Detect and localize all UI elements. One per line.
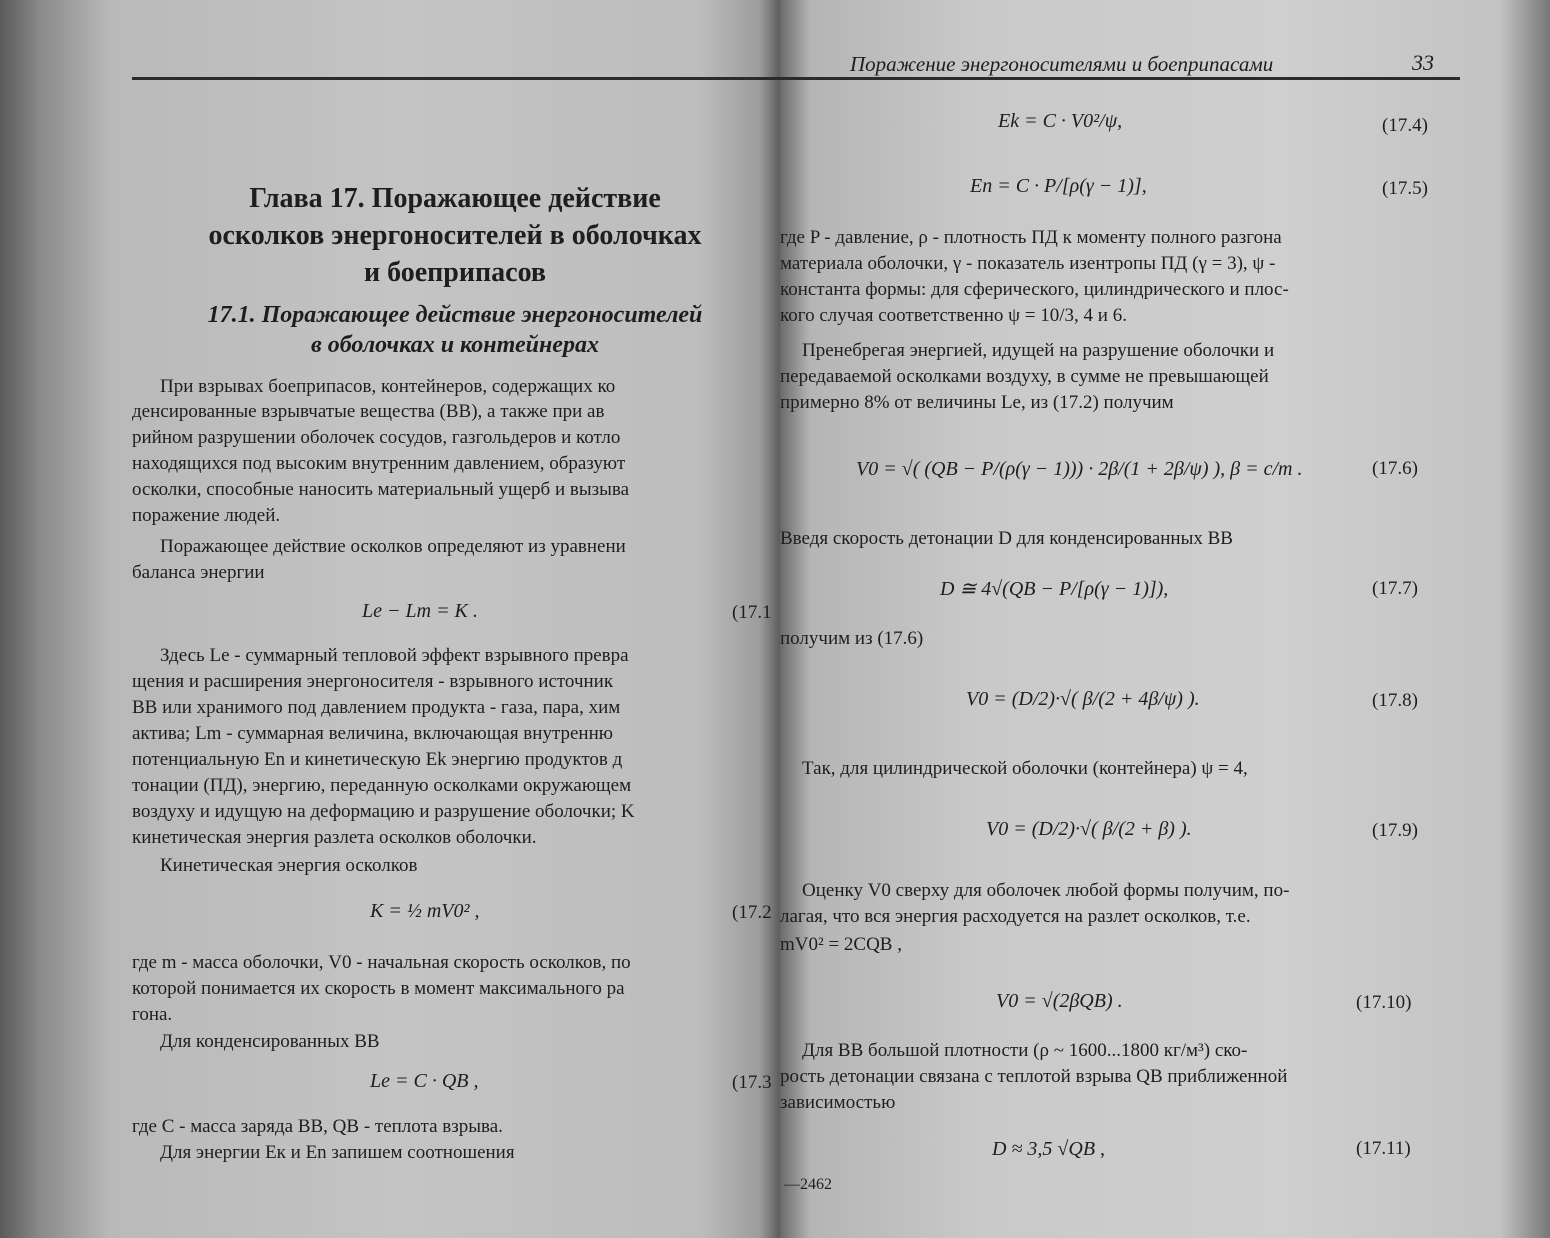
- header-rule: [132, 77, 780, 80]
- chapter-title-line-1: Глава 17. Поражающее действие: [249, 183, 661, 214]
- text-line: материала оболочки, γ - показатель изентропы ПД (γ = 3), ψ -: [780, 253, 1276, 274]
- right-page: [780, 0, 1550, 1238]
- chapter-title-line-3: и боеприпасов: [363, 257, 546, 288]
- equation-number: (17.2: [732, 902, 772, 923]
- text-line: которой понимается их скорость в момент максимального ра: [132, 978, 625, 999]
- equation-number: (17.8): [1372, 690, 1418, 711]
- equation-17-3: Le = C · QB ,: [370, 1070, 479, 1092]
- text-line: лагая, что вся энергия расходуется на разлет осколков, т.е.: [780, 906, 1251, 927]
- text-line: mV0² = 2CQB ,: [780, 934, 902, 955]
- text-line: гона.: [132, 1004, 173, 1025]
- text-line: Введя скорость детонации D для конденсированных ВВ: [780, 528, 1233, 549]
- text-line: Пренебрегая энергией, идущей на разрушение оболочки и: [802, 340, 1275, 361]
- text-line: поражение людей.: [132, 505, 281, 526]
- text-line: ВВ или хранимого под давлением продукта - газа, пара, хим: [132, 697, 621, 718]
- equation-17-7: D ≅ 4√(QB − P/[ρ(γ − 1)]),: [940, 578, 1169, 600]
- equation-number: (17.3: [732, 1072, 772, 1093]
- equation-17-6: V0 = √( (QB − P/(ρ(γ − 1))) · 2β/(1 + 2β/ψ) ), β = c/m .: [856, 458, 1303, 480]
- text-line: где P - давление, ρ - плотность ПД к моменту полного разгона: [780, 227, 1282, 248]
- equation-17-11: D ≈ 3,5 √QB ,: [992, 1138, 1106, 1160]
- equation-17-9: V0 = (D/2)·√( β/(2 + β) ).: [986, 818, 1192, 840]
- printer-signature: —2462: [784, 1176, 832, 1193]
- text-line: тонации (ПД), энергию, переданную осколками окружающем: [132, 775, 632, 796]
- text-line: Поражающее действие осколков определяют из уравнени: [160, 536, 626, 557]
- equation-number: (17.10): [1356, 992, 1412, 1013]
- text-line: потенциальную En и кинетическую Ek энергию продуктов д: [132, 749, 623, 770]
- text-line: актива; Lm - суммарная величина, включающая внутренню: [132, 723, 613, 744]
- equation-number: (17.6): [1372, 458, 1418, 479]
- equation-number: (17.7): [1372, 578, 1418, 599]
- equation-17-5: En = C · P/[ρ(γ − 1)],: [970, 175, 1147, 197]
- text-line: где m - масса оболочки, V0 - начальная скорость осколков, по: [132, 952, 631, 973]
- text-line: где C - масса заряда ВВ, QB - теплота взрыва.: [132, 1116, 503, 1137]
- text-line: константа формы: для сферического, цилиндрического и плос-: [780, 279, 1289, 300]
- text-line: денсированные взрывчатые вещества (ВВ), а также при ав: [132, 401, 605, 422]
- text-line: зависимостью: [780, 1092, 896, 1113]
- running-header: Поражение энергоносителями и боеприпасами: [850, 52, 1274, 76]
- text-line: рийном разрушении оболочек сосудов, газгольдеров и котло: [132, 427, 621, 448]
- section-title: [130, 300, 780, 360]
- chapter-title: [130, 180, 780, 291]
- equation-number: (17.5): [1382, 178, 1428, 199]
- equation-number: (17.9): [1372, 820, 1418, 841]
- text-line: воздуху и идущую на деформацию и разрушение оболочки; K: [132, 801, 635, 822]
- text-line: кого случая соответственно ψ = 10/3, 4 и 6.: [780, 305, 1127, 326]
- equation-number: (17.11): [1356, 1138, 1411, 1159]
- text-line: осколки, способные наносить материальный ущерб и вызыва: [132, 479, 630, 500]
- text-line: Кинетическая энергия осколков: [160, 855, 418, 876]
- page-number: 33: [1412, 50, 1434, 75]
- equation-17-4: Ek = C · V0²/ψ,: [998, 110, 1123, 132]
- text-line: щения и расширения энергоносителя - взрывного источник: [132, 671, 614, 692]
- text-line: баланса энергии: [132, 562, 265, 583]
- text-line: Для энергии Eк и En запишем соотношения: [160, 1142, 515, 1163]
- text-line: Для ВВ большой плотности (ρ ~ 1600...1800 кг/м³) ско-: [802, 1040, 1248, 1061]
- text-line: примерно 8% от величины Le, из (17.2) получим: [780, 392, 1174, 413]
- text-line: Оценку V0 сверху для оболочек любой формы получим, по-: [802, 880, 1290, 901]
- section-title-line-2: в оболочках и контейнерах: [311, 332, 599, 358]
- equation-17-1: Le − Lm = K .: [362, 600, 478, 622]
- header-rule: [780, 77, 1460, 80]
- equation-17-2: K = ½ mV0² ,: [370, 900, 480, 922]
- chapter-title-line-2: осколков энергоносителей в оболочках: [208, 220, 702, 251]
- text-line: При взрывах боеприпасов, контейнеров, содержащих ко: [160, 376, 616, 397]
- equation-number: (17.1: [732, 602, 772, 623]
- text-line: передаваемой осколками воздуху, в сумме не превышающей: [780, 366, 1269, 387]
- text-line: получим из (17.6): [780, 628, 924, 649]
- text-line: кинетическая энергия разлета осколков оболочки.: [132, 827, 537, 848]
- section-title-line-1: 17.1. Поражающее действие энергоносителей: [207, 302, 703, 328]
- text-line: Здесь Le - суммарный тепловой эффект взрывного превра: [160, 645, 629, 666]
- equation-17-10: V0 = √(2βQB) .: [996, 990, 1123, 1012]
- text-line: находящихся под высоким внутренним давлением, образуют: [132, 453, 626, 474]
- text-line: Так, для цилиндрической оболочки (контейнера) ψ = 4,: [802, 758, 1248, 779]
- text-line: рость детонации связана с теплотой взрыва QB приближенной: [780, 1066, 1288, 1087]
- text-line: Для конденсированных ВВ: [160, 1031, 380, 1052]
- equation-17-8: V0 = (D/2)·√( β/(2 + 4β/ψ) ).: [966, 688, 1200, 710]
- equation-number: (17.4): [1382, 115, 1428, 136]
